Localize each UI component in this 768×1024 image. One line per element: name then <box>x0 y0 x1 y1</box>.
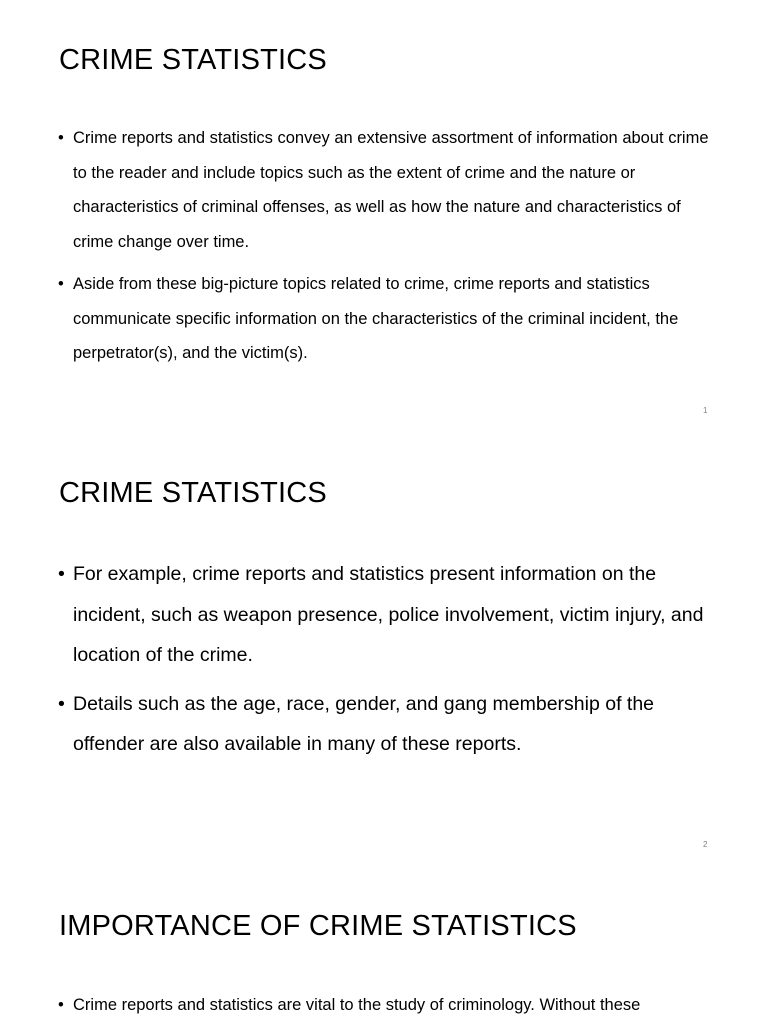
slide-title: IMPORTANCE OF CRIME STATISTICS <box>59 910 577 942</box>
bullet-dot-icon: • <box>58 129 64 147</box>
bullet-item <box>58 684 713 765</box>
page-number: 2 <box>703 840 708 849</box>
bullet-item <box>58 267 713 371</box>
page-number: 1 <box>703 406 708 415</box>
bullet-dot-icon: • <box>58 996 64 1014</box>
bullet-text: Crime reports and statistics are vital to the study of criminology. Without these <box>73 996 641 1014</box>
bullet-text: Details such as the age, race, gender, and gang membership of the offender are also available in many of these reports. <box>73 692 655 755</box>
bullet-dot-icon: • <box>58 692 65 715</box>
bullet-dot-icon: • <box>58 563 65 585</box>
bullet-item <box>58 988 713 1023</box>
bullet-text: Aside from these big-picture topics related to crime, crime reports and statistics communicate specific information on the characteristics of the criminal incident, the perpetrator(s), and the victim(s). <box>73 275 679 362</box>
slide-title: CRIME STATISTICS <box>59 477 327 509</box>
bullet-list <box>58 988 713 1023</box>
bullet-dot-icon: • <box>58 275 64 293</box>
bullet-text: Crime reports and statistics convey an extensive assortment of information about crime to the reader and include topics such as the extent of crime and the nature or characteristics of criminal offenses, as well as how the nature and characteristics of crime change over time. <box>73 129 709 251</box>
bullet-list <box>58 554 713 773</box>
slide-title: CRIME STATISTICS <box>59 44 327 76</box>
bullet-item <box>58 554 713 676</box>
bullet-text: For example, crime reports and statistics present information on the incident, such as weapon presence, police involvement, victim injury, and location of the crime. <box>73 563 704 666</box>
bullet-list <box>58 121 713 379</box>
bullet-item <box>58 121 713 259</box>
